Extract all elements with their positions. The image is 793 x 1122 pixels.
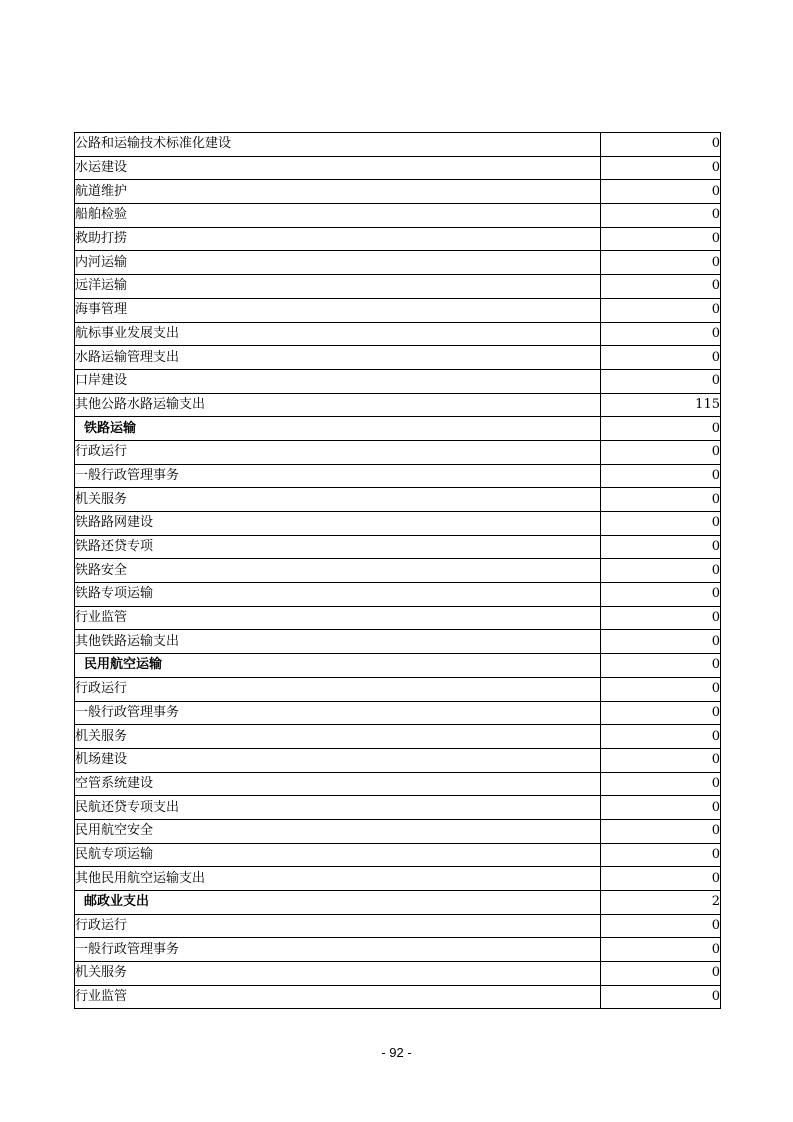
item-name-cell: 水路运输管理支出 (75, 346, 601, 370)
item-name-cell: 内河运输 (75, 251, 601, 275)
item-name-cell: 铁路安全 (75, 559, 601, 583)
item-name-cell: 空管系统建设 (75, 772, 601, 796)
amount-cell: 0 (601, 156, 721, 180)
item-name-cell: 一般行政管理事务 (75, 464, 601, 488)
table-body (75, 133, 721, 1009)
amount-cell: 0 (601, 417, 721, 441)
table-row (75, 275, 721, 299)
amount-cell: 115 (601, 393, 721, 417)
amount-cell: 0 (601, 369, 721, 393)
amount-cell: 0 (601, 914, 721, 938)
item-name-cell: 机关服务 (75, 962, 601, 986)
table-row (75, 251, 721, 275)
amount-cell: 0 (601, 535, 721, 559)
item-name-cell: 行政运行 (75, 440, 601, 464)
item-name-cell: 口岸建设 (75, 369, 601, 393)
amount-cell: 0 (601, 559, 721, 583)
amount-cell: 0 (601, 725, 721, 749)
item-name-cell: 行业监管 (75, 985, 601, 1009)
item-name-cell: 行业监管 (75, 606, 601, 630)
item-name-cell: 救助打捞 (75, 227, 601, 251)
table-row (75, 962, 721, 986)
table-row (75, 393, 721, 417)
table-row (75, 843, 721, 867)
item-name-cell: 民航专项运输 (75, 843, 601, 867)
amount-cell: 0 (601, 938, 721, 962)
table-row (75, 606, 721, 630)
table-row (75, 535, 721, 559)
amount-cell: 0 (601, 748, 721, 772)
table-row (75, 985, 721, 1009)
table-row (75, 488, 721, 512)
item-name-cell: 船舶检验 (75, 204, 601, 228)
category-row (75, 654, 721, 678)
table-row (75, 180, 721, 204)
amount-cell: 0 (601, 843, 721, 867)
table-row (75, 156, 721, 180)
amount-cell: 0 (601, 867, 721, 891)
amount-cell: 0 (601, 464, 721, 488)
item-name-cell: 机场建设 (75, 748, 601, 772)
item-name-cell: 航标事业发展支出 (75, 322, 601, 346)
table-row (75, 204, 721, 228)
amount-cell: 0 (601, 440, 721, 464)
item-name-cell: 其他铁路运输支出 (75, 630, 601, 654)
item-name-cell: 民航还贷专项支出 (75, 796, 601, 820)
item-name-cell: 行政运行 (75, 914, 601, 938)
amount-cell: 2 (601, 891, 721, 915)
table-row (75, 938, 721, 962)
amount-cell: 0 (601, 701, 721, 725)
table-row (75, 725, 721, 749)
amount-cell: 0 (601, 654, 721, 678)
table-row (75, 772, 721, 796)
amount-cell: 0 (601, 251, 721, 275)
amount-cell: 0 (601, 488, 721, 512)
table-row (75, 701, 721, 725)
table-row (75, 819, 721, 843)
table-row (75, 133, 721, 157)
item-name-cell: 一般行政管理事务 (75, 701, 601, 725)
amount-cell: 0 (601, 298, 721, 322)
amount-cell: 0 (601, 962, 721, 986)
category-name-cell: 邮政业支出 (75, 891, 601, 915)
table-row (75, 464, 721, 488)
amount-cell: 0 (601, 180, 721, 204)
item-name-cell: 铁路专项运输 (75, 583, 601, 607)
page-number: - 92 - (381, 1045, 412, 1060)
amount-cell: 0 (601, 985, 721, 1009)
amount-cell: 0 (601, 583, 721, 607)
item-name-cell: 一般行政管理事务 (75, 938, 601, 962)
item-name-cell: 机关服务 (75, 725, 601, 749)
amount-cell: 0 (601, 796, 721, 820)
table-row (75, 583, 721, 607)
amount-cell: 0 (601, 204, 721, 228)
table-row (75, 440, 721, 464)
item-name-cell: 民用航空安全 (75, 819, 601, 843)
item-name-cell: 公路和运输技术标准化建设 (75, 133, 601, 157)
amount-cell: 0 (601, 512, 721, 536)
table-row (75, 298, 721, 322)
table-row (75, 867, 721, 891)
table-row (75, 346, 721, 370)
item-name-cell: 行政运行 (75, 677, 601, 701)
amount-cell: 0 (601, 133, 721, 157)
table-row (75, 796, 721, 820)
amount-cell: 0 (601, 606, 721, 630)
table-row (75, 512, 721, 536)
table-row (75, 227, 721, 251)
item-name-cell: 航道维护 (75, 180, 601, 204)
category-name-cell: 铁路运输 (75, 417, 601, 441)
amount-cell: 0 (601, 322, 721, 346)
category-name-cell: 民用航空运输 (75, 654, 601, 678)
amount-cell: 0 (601, 275, 721, 299)
item-name-cell: 远洋运输 (75, 275, 601, 299)
item-name-cell: 机关服务 (75, 488, 601, 512)
amount-cell: 0 (601, 677, 721, 701)
category-row (75, 891, 721, 915)
item-name-cell: 铁路路网建设 (75, 512, 601, 536)
item-name-cell: 其他民用航空运输支出 (75, 867, 601, 891)
table-row (75, 369, 721, 393)
item-name-cell: 海事管理 (75, 298, 601, 322)
item-name-cell: 铁路还贷专项 (75, 535, 601, 559)
amount-cell: 0 (601, 227, 721, 251)
amount-cell: 0 (601, 630, 721, 654)
item-name-cell: 其他公路水路运输支出 (75, 393, 601, 417)
amount-cell: 0 (601, 819, 721, 843)
expenditure-table (74, 132, 721, 1009)
table-row (75, 630, 721, 654)
table-row (75, 677, 721, 701)
amount-cell: 0 (601, 772, 721, 796)
table-row (75, 914, 721, 938)
category-row (75, 417, 721, 441)
table-row (75, 748, 721, 772)
table-row (75, 559, 721, 583)
item-name-cell: 水运建设 (75, 156, 601, 180)
amount-cell: 0 (601, 346, 721, 370)
table-row (75, 322, 721, 346)
